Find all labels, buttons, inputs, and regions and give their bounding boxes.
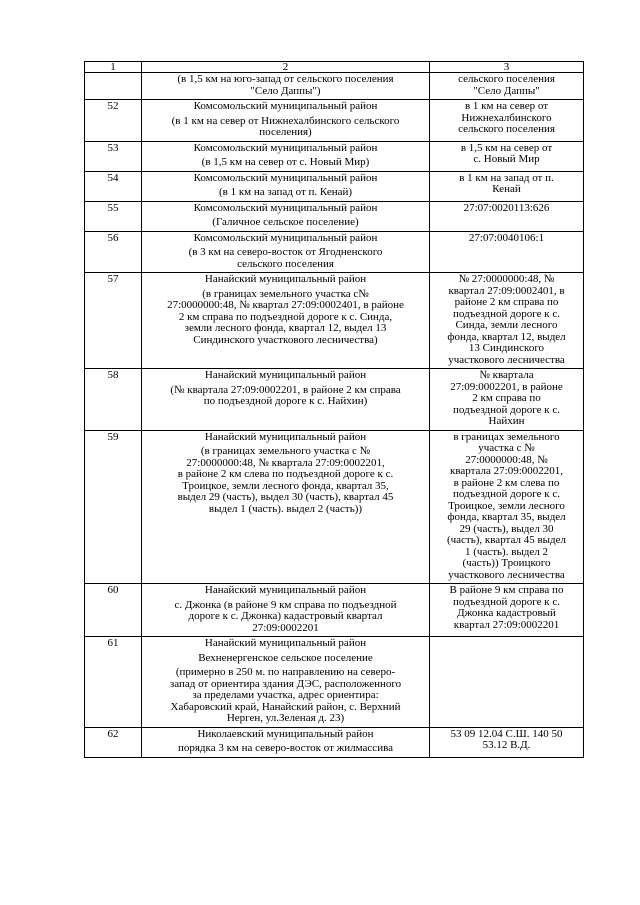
row-number: 55: [85, 201, 142, 231]
cell-line: (в 1 км на север от Нижнехалбинского сельского: [171, 114, 400, 127]
table-row: [85, 637, 584, 728]
location-description-cell: [142, 584, 430, 637]
row-number: 62: [85, 727, 142, 757]
row-number: 61: [85, 637, 142, 728]
cell-line: 53.12 В.Д.: [482, 739, 531, 751]
cell-line: дороге к с. Джонка) кадастровый квартал: [188, 610, 383, 622]
cell-line: 13 Синдинского: [468, 342, 545, 354]
cell-line: в 1,5 км на север от: [460, 141, 553, 154]
cell-line: Нижнехалбинского: [461, 111, 552, 124]
cell-line: земли лесного фонда, квартал 12, выдел 13: [184, 322, 387, 334]
cell-line: сельского поселения: [237, 257, 334, 270]
cell-line: Комсомольский муниципальный район: [193, 231, 378, 244]
row-number: 53: [85, 141, 142, 171]
cell-line: подъездной дороге к с.: [453, 403, 560, 416]
coordinates-cell: [430, 100, 584, 142]
row-number: 60: [85, 584, 142, 637]
cell-line: Найхин: [488, 415, 525, 427]
table-row: [85, 141, 584, 171]
cell-line: порядка 3 км на северо-восток от жилмассива: [177, 742, 394, 754]
location-description-cell: [142, 171, 430, 201]
row-number: 56: [85, 231, 142, 273]
header-col2: 2: [142, 62, 430, 73]
cell-line: (в границах земельного участка с №: [200, 445, 371, 457]
location-description-cell: [142, 369, 430, 431]
cell-line: № квартала: [479, 369, 534, 381]
coordinates-cell: [430, 727, 584, 757]
cell-line: (Галичное сельское поселение): [212, 216, 359, 228]
cell-line: Синда, земли лесного: [455, 319, 558, 331]
cell-line: Нанайский муниципальный район: [204, 273, 367, 285]
table-row: [85, 727, 584, 757]
cell-line: Синдинского участкового лесничества): [193, 333, 378, 346]
cell-line: 27:09:0002201: [252, 621, 319, 634]
cell-line: Нанайский муниципальный район: [204, 637, 367, 649]
cell-line: № 27:0000000:48, №: [458, 273, 555, 285]
table-row: [85, 201, 584, 231]
cell-line: 29 (часть), выдел 30: [459, 522, 554, 535]
cell-line: 27:0000000:48, №: [465, 453, 548, 466]
cell-line: Троицкое, земли лесного фонда, квартал 35,: [182, 479, 389, 492]
row-number: 59: [85, 430, 142, 584]
coordinates-cell: [430, 171, 584, 201]
row-number: 57: [85, 273, 142, 369]
cell-line: 27:0000000:48, № квартала 27:09:0002201,: [186, 456, 385, 469]
table-row: [85, 231, 584, 273]
cell-line: запад от ориентира здания ДЭС, расположенного: [169, 677, 402, 690]
cell-line: районе 2 км справа по: [454, 296, 559, 308]
cell-line: в 1 км на запад от п.: [459, 171, 554, 184]
location-description-cell: [142, 73, 430, 100]
cell-line: 2 км справа по подъездной дороге к с. Синда,: [178, 310, 393, 323]
table-row: [85, 73, 584, 100]
cell-line: (в 1,5 км на север от с. Новый Мир): [201, 156, 370, 168]
cell-line: фонда, квартал 35, выдел: [447, 511, 566, 523]
cell-line: Комсомольский муниципальный район: [193, 100, 378, 112]
cell-line: Троицкое, земли лесного: [448, 499, 565, 512]
cell-line: Николаевский муниципальный район: [197, 727, 374, 740]
location-description-cell: [142, 430, 430, 584]
cell-line: квартала 27:09:0002201,: [449, 465, 564, 477]
row-number: 54: [85, 171, 142, 201]
location-description-cell: [142, 273, 430, 369]
cell-line: Нанайский муниципальный район: [204, 584, 367, 596]
cell-line: по подъездной дороге к с. Найхин): [203, 395, 368, 407]
location-description-cell: [142, 201, 430, 231]
cell-line: фонда, квартал 12, выдел: [447, 330, 566, 343]
cell-line: (часть)) Троицкого: [462, 557, 551, 569]
location-description-cell: [142, 231, 430, 273]
location-description-cell: [142, 637, 430, 728]
cell-line: выдел 29 (часть), выдел 30 (часть), квартал 45: [177, 491, 394, 503]
cell-line: Хабаровский край, Нанайский район, с. Верхний: [170, 700, 401, 713]
table-row: [85, 171, 584, 201]
cell-line: "Село Даппы"): [250, 84, 321, 97]
cell-line: (№ квартала 27:09:0002201, в районе 2 км справа: [170, 383, 401, 396]
header-row: [85, 62, 584, 73]
cell-line: Нанайский муниципальный район: [204, 369, 367, 381]
header-col1: 1: [85, 62, 142, 73]
cell-line: с. Новый Мир: [473, 153, 540, 165]
cell-line: Джонка кадастровый: [457, 607, 556, 619]
cell-line: 27:0000000:48, № квартал 27:09:0002401, в районе: [167, 299, 404, 311]
cell-line: В районе 9 км справа по: [449, 584, 564, 596]
coordinates-cell: [430, 201, 584, 231]
cell-line: Комсомольский муниципальный район: [193, 141, 378, 154]
cell-line: (часть), квартал 45 выдел: [446, 534, 567, 546]
coordinates-cell: [430, 369, 584, 431]
objects-table: [84, 61, 584, 758]
location-description-cell: [142, 100, 430, 142]
cell-line: 27:07:0040106:1: [468, 231, 545, 244]
coordinates-cell: [430, 141, 584, 171]
cell-line: (в 3 км на северо-восток от Ягодненского: [188, 246, 383, 258]
cell-line: за пределами участка, адрес ориентира:: [192, 689, 379, 701]
header-col3: 3: [430, 62, 584, 73]
cell-line: Комсомольский муниципальный район: [193, 171, 378, 184]
cell-line: 1 (часть). выдел 2: [465, 545, 548, 558]
cell-line: Нерген, ул.Зеленая д. 23): [226, 712, 345, 724]
cell-line: 2 км справа по: [472, 392, 541, 404]
location-description-cell: [142, 727, 430, 757]
cell-line: выдел 1 (часть). выдел 2 (часть)): [208, 502, 363, 515]
cell-line: Вехненергенское сельское поселение: [198, 651, 373, 664]
cell-line: Кенай: [492, 183, 521, 195]
cell-line: 27:07:0020113:626: [463, 201, 550, 214]
row-number: 58: [85, 369, 142, 431]
cell-line: (в границах земельного участка с№: [202, 287, 369, 300]
cell-line: подъездной дороге к с.: [453, 307, 560, 320]
table-row: [85, 584, 584, 637]
table-row: [85, 273, 584, 369]
cell-line: участкового лесничества: [448, 568, 565, 581]
row-number: [85, 73, 142, 100]
coordinates-cell: [430, 273, 584, 369]
cell-line: сельского поселения: [458, 123, 555, 135]
cell-line: Нанайский муниципальный район: [204, 430, 367, 443]
coordinates-cell: [430, 430, 584, 584]
coordinates-cell: [430, 231, 584, 273]
location-description-cell: [142, 141, 430, 171]
cell-line: (в 1 км на запад от п. Кенай): [218, 186, 353, 198]
table-row: [85, 100, 584, 142]
coordinates-cell: [430, 637, 584, 728]
cell-line: сельского поселения: [458, 73, 555, 85]
cell-line: 27:09:0002201, в районе: [450, 380, 563, 393]
coordinates-cell: [430, 584, 584, 637]
cell-line: участкового лесничества: [448, 353, 565, 366]
table-row: [85, 369, 584, 431]
cell-line: (в 1,5 км на юго-запад от сельского поселения: [177, 73, 394, 85]
cell-line: Комсомольский муниципальный район: [193, 201, 378, 214]
cell-line: в районе 2 км слева по подъездной дороге к с.: [177, 468, 394, 480]
coordinates-cell: [430, 73, 584, 100]
cell-line: 53 09 12.04 С.Ш. 140 50: [450, 727, 563, 740]
cell-line: поселения): [259, 126, 312, 138]
cell-line: в 1 км на север от: [464, 100, 549, 112]
row-number: 52: [85, 100, 142, 142]
cell-line: подъездной дороге к с.: [453, 488, 560, 500]
table-row: [85, 430, 584, 584]
cell-line: в границах земельного: [453, 430, 560, 443]
cell-line: участка с №: [478, 442, 535, 454]
cell-line: (примерно в 250 м. по направлению на северо-: [175, 666, 396, 678]
cell-line: в районе 2 км слева по: [453, 476, 560, 489]
cell-line: с. Джонка (в районе 9 км справа по подъездной: [174, 598, 397, 611]
cell-line: квартал 27:09:0002401, в: [448, 284, 565, 297]
cell-line: "Село Даппы": [473, 84, 540, 97]
cell-line: квартал 27:09:0002201: [453, 618, 560, 631]
cell-line: подъездной дороге к с.: [453, 595, 560, 608]
